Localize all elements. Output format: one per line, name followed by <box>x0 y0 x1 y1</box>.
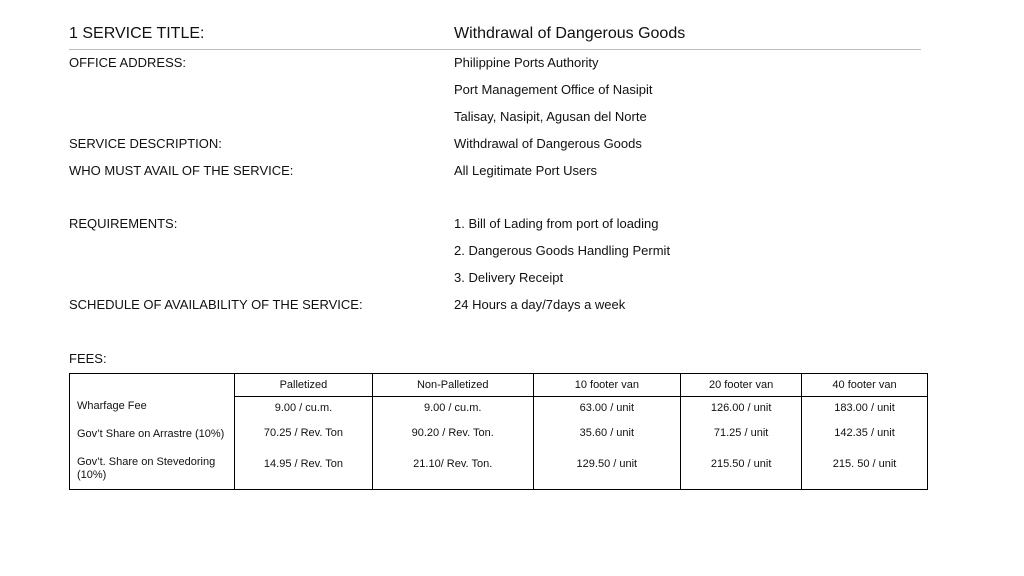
requirement-item: 2. Dangerous Goods Handling Permit <box>454 243 671 258</box>
table-cell: 129.50 / unit <box>533 448 681 490</box>
table-cell: 71.25 / unit <box>681 419 802 448</box>
who-must-avail-value: All Legitimate Port Users <box>454 163 598 178</box>
table-cell: 183.00 / unit <box>802 397 928 419</box>
table-cell: 126.00 / unit <box>681 397 802 419</box>
fees-label: FEES: <box>69 351 107 366</box>
table-header-row <box>70 374 928 397</box>
table-cell: 63.00 / unit <box>533 397 681 419</box>
column-header: Non-Palletized <box>372 374 533 397</box>
service-description-label: SERVICE DESCRIPTION: <box>69 136 222 151</box>
table-cell: 215. 50 / unit <box>802 448 928 490</box>
table-cell: 9.00 / cu.m. <box>372 397 533 419</box>
table-cell: 14.95 / Rev. Ton <box>235 448 373 490</box>
column-header: 20 footer van <box>681 374 802 397</box>
column-header: 10 footer van <box>533 374 681 397</box>
requirement-item: 3. Delivery Receipt <box>454 270 564 285</box>
office-address-line: Philippine Ports Authority <box>454 55 599 70</box>
row-label: Gov’t. Share on Stevedoring (10%) <box>77 456 216 481</box>
requirement-item: 1. Bill of Lading from port of loading <box>454 216 659 231</box>
office-address-line: Port Management Office of Nasipit <box>454 82 653 97</box>
schedule-label: SCHEDULE OF AVAILABILITY OF THE SERVICE: <box>69 297 363 312</box>
table-cell: 215.50 / unit <box>681 448 802 490</box>
fees-table <box>69 373 928 490</box>
table-cell: 21.10/ Rev. Ton. <box>372 448 533 490</box>
table-cell: 90.20 / Rev. Ton. <box>372 419 533 448</box>
office-address-label: OFFICE ADDRESS: <box>69 55 187 70</box>
table-cell: 35.60 / unit <box>533 419 681 448</box>
column-header: 40 footer van <box>802 374 928 397</box>
requirements-label: REQUIREMENTS: <box>69 216 178 231</box>
service-description-value: Withdrawal of Dangerous Goods <box>454 136 642 151</box>
row-labels-cell <box>70 374 235 490</box>
schedule-value: 24 Hours a day/7days a week <box>454 297 626 312</box>
title-divider <box>69 49 921 50</box>
service-title-label: 1 SERVICE TITLE: <box>69 25 205 42</box>
office-address-line: Talisay, Nasipit, Agusan del Norte <box>454 109 647 124</box>
row-label: Wharfage Fee <box>77 400 147 412</box>
column-header: Palletized <box>235 374 373 397</box>
table-cell: 70.25 / Rev. Ton <box>235 419 373 448</box>
table-cell: 9.00 / cu.m. <box>235 397 373 419</box>
row-label: Gov’t Share on Arrastre (10%) <box>77 428 225 440</box>
service-title-value: Withdrawal of Dangerous Goods <box>454 25 686 42</box>
table-cell: 142.35 / unit <box>802 419 928 448</box>
who-must-avail-label: WHO MUST AVAIL OF THE SERVICE: <box>69 163 294 178</box>
